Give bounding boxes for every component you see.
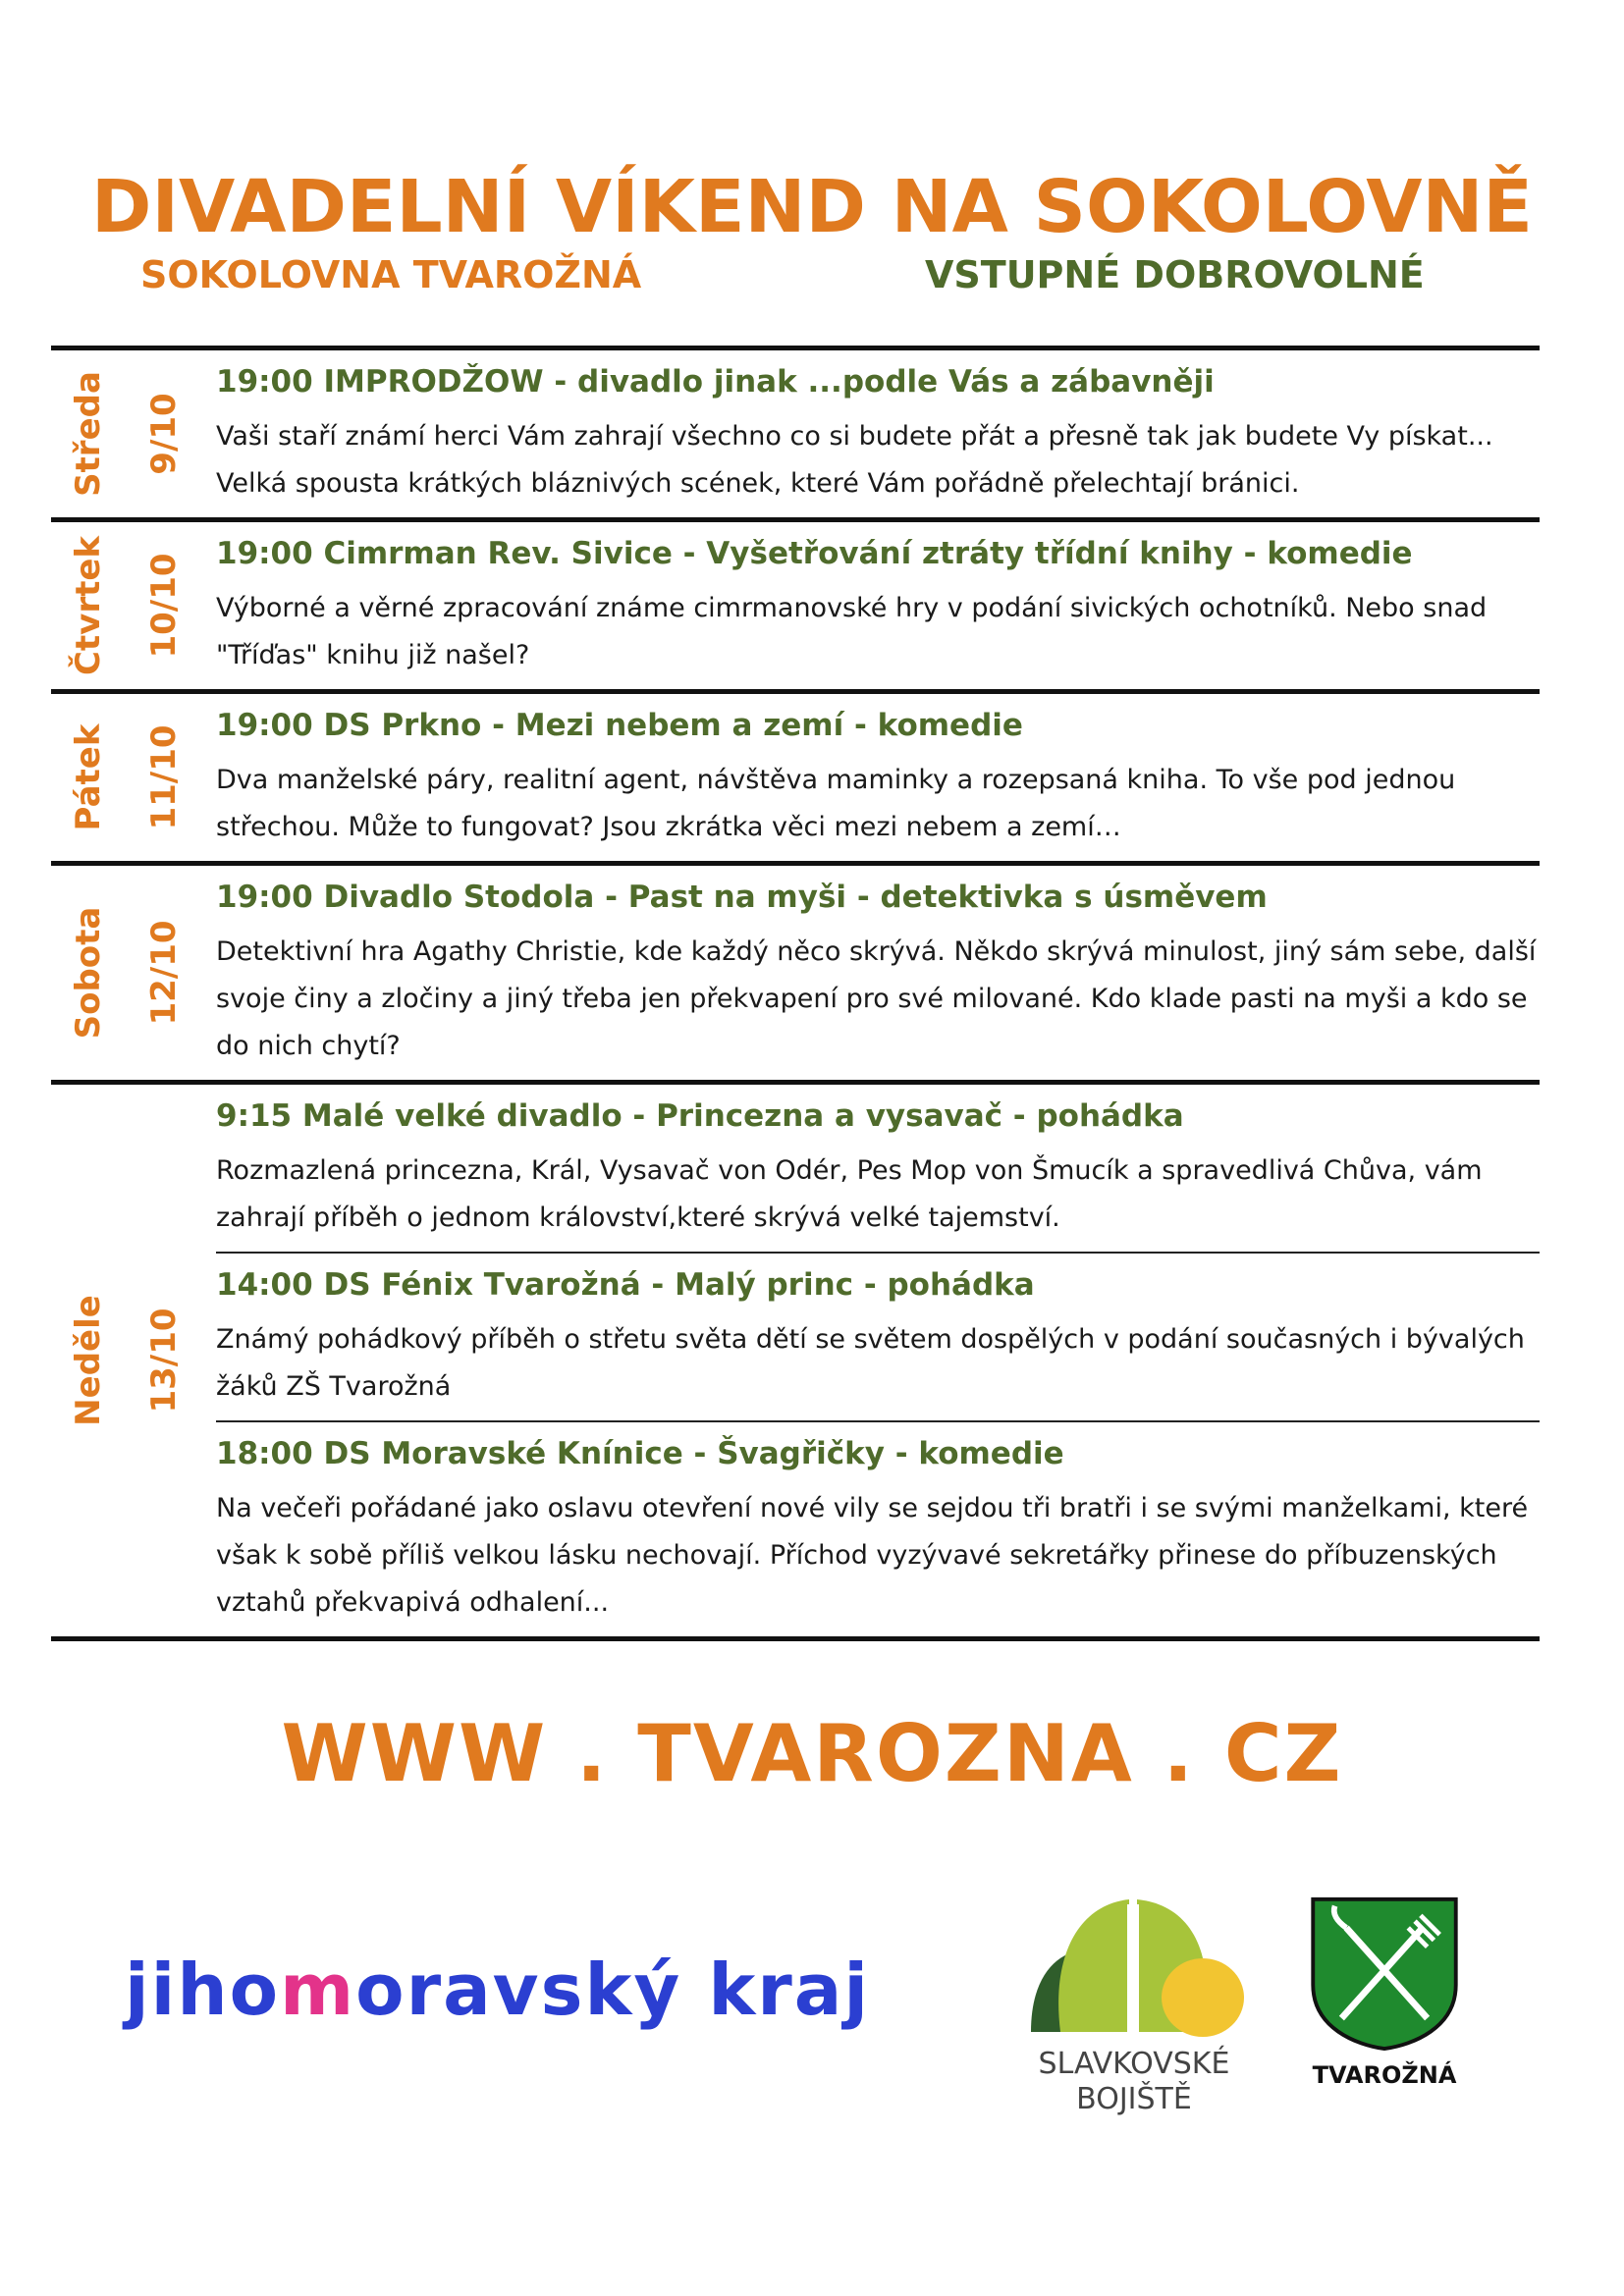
event-list xyxy=(216,1085,1540,1636)
event-item xyxy=(216,1420,1540,1636)
day-label-column xyxy=(51,1085,216,1636)
jmk-text-part1: jiho xyxy=(125,1949,281,2031)
slavkovske-bojiste-logo xyxy=(1021,1895,1247,2042)
day-date: 9/10 xyxy=(144,393,184,475)
day-label-column xyxy=(51,694,216,861)
day-label-column xyxy=(51,866,216,1080)
event-item xyxy=(216,694,1540,861)
logo-gap xyxy=(1127,1904,1139,2032)
website-url[interactable]: WWW . TVAROZNA . CZ xyxy=(281,1708,1343,1799)
tvarozna-label: TVAROŽNÁ xyxy=(1312,2061,1457,2089)
event-description: Známý pohádkový příběh o střetu světa dětí se světem dospělých v podání současných i bývalých žáků ZŠ Tvarožná xyxy=(216,1324,1525,1402)
day-row xyxy=(51,1080,1540,1641)
event-title: 19:00 DS Prkno - Mezi nebem a zemí - komedie xyxy=(216,708,1023,743)
poster-title: DIVADELNÍ VÍKEND NA SOKOLOVNĚ xyxy=(91,165,1533,249)
day-date: 13/10 xyxy=(144,1308,184,1414)
event-item xyxy=(216,1252,1540,1420)
day-date: 10/10 xyxy=(144,553,184,659)
event-description: Na večeři pořádané jako oslavu otevření nové vily se sejdou tři bratři i se svými manželkami, které však k sobě příliš velkou lásku nechovají. Příchod vyzývavé sekretářky přinese do příbuzenských vztahů překvapivá odhalení... xyxy=(216,1493,1529,1618)
slavkovske-bojiste-text: SLAVKOVSKÉ BOJIŠTĚ xyxy=(1038,2047,1230,2116)
yellow-sun-icon xyxy=(1162,1958,1244,2037)
jmk-text-m: m xyxy=(280,1949,356,2031)
event-list xyxy=(216,522,1540,689)
day-row xyxy=(51,517,1540,689)
day-label-column xyxy=(51,522,216,689)
day-name: Neděle xyxy=(69,1295,108,1426)
day-name: Čtvrtek xyxy=(69,535,108,676)
jmk-text-part2: oravský kraj xyxy=(355,1949,871,2031)
event-list xyxy=(216,694,1540,861)
event-title: 19:00 IMPRODŽOW - divadlo jinak ...podle Vás a zábavněji xyxy=(216,364,1215,400)
day-row xyxy=(51,861,1540,1080)
day-date: 11/10 xyxy=(144,724,184,830)
event-title: 9:15 Malé velké divadlo - Princezna a vysavač - pohádka xyxy=(216,1098,1184,1134)
event-list xyxy=(216,866,1540,1080)
tvarozna-coat-of-arms-icon xyxy=(1306,1895,1463,2052)
day-label-column xyxy=(51,350,216,517)
event-item xyxy=(216,1085,1540,1252)
day-name: Sobota xyxy=(69,906,108,1040)
day-row xyxy=(51,689,1540,861)
light-green-leaf-icon xyxy=(1058,1899,1129,2032)
schedule-table xyxy=(51,346,1540,1641)
event-description: Výborné a věrné zpracování známe cimrmanovské hry v podání sivických ochotníků. Nebo snad "Tříďas" knihu již našel? xyxy=(216,593,1488,670)
event-description: Dva manželské páry, realitní agent, návštěva maminky a rozepsaná kniha. To vše pod jednou střechou. Může to fungovat? Jsou zkrátka věci mezi nebem a zemí… xyxy=(216,765,1456,842)
event-description: Detektivní hra Agathy Christie, kde každý něco skrývá. Někdo skrývá minulost, jiný sám sebe, další svoje činy a zločiny a jiný třeba jen překvapení pro své milované. Kdo klade pasti na myši a kdo se do nich chytí? xyxy=(216,936,1537,1061)
event-description: Vaši staří známí herci Vám zahrají všechno co si budete přát a přesně tak jak budete Vy pískat... Velká spousta krátkých bláznivých scének, které Vám pořádně přelechtají bránici. xyxy=(216,421,1493,499)
event-title: 19:00 Cimrman Rev. Sivice - Vyšetřování ztráty třídní knihy - komedie xyxy=(216,536,1413,571)
venue-subtitle: SOKOLOVNA TVAROŽNÁ xyxy=(140,253,642,296)
day-name: Pátek xyxy=(69,723,108,831)
admission-subtitle: VSTUPNÉ DOBROVOLNÉ xyxy=(925,253,1425,296)
event-title: 14:00 DS Fénix Tvarožná - Malý princ - pohádka xyxy=(216,1267,1035,1303)
event-title: 19:00 Divadlo Stodola - Past na myši - detektivka s úsměvem xyxy=(216,880,1268,915)
event-description: Rozmazlená princezna, Král, Vysavač von Odér, Pes Mop von Šmucík a spravedlivá Chůva, vám zahrají příběh o jednom království,které skrývá velké tajemství. xyxy=(216,1155,1483,1233)
jihomoravsky-kraj-logo xyxy=(125,1949,870,2031)
event-item xyxy=(216,522,1540,689)
event-title: 18:00 DS Moravské Knínice - Švagřičky - komedie xyxy=(216,1436,1064,1471)
event-item xyxy=(216,350,1540,517)
day-name: Středa xyxy=(69,371,108,497)
day-row xyxy=(51,346,1540,517)
event-list xyxy=(216,350,1540,517)
day-date: 12/10 xyxy=(144,920,184,1026)
event-item xyxy=(216,866,1540,1080)
